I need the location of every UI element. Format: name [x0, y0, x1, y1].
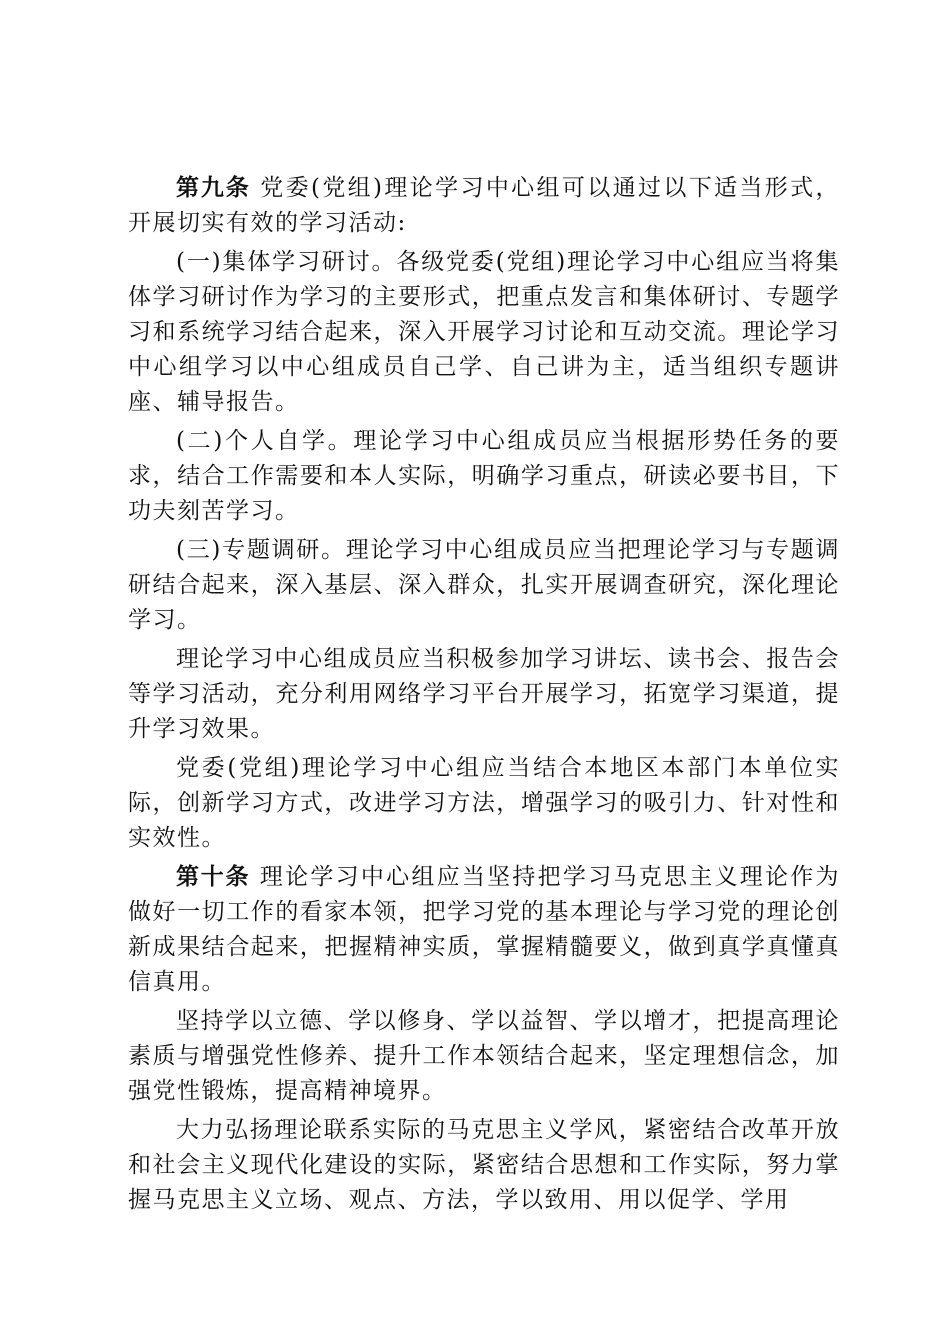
- paragraph-text: 大力弘扬理论联系实际的马克思主义学风，紧密结合改革开放和社会主义现代化建设的实际，紧密结合思想和工作实际，努力掌握马克思主义立场、观点、方法，学以致用、用以促学、学用: [128, 1117, 840, 1213]
- paragraph-text: (三)专题调研。理论学习中心组成员应当把理论学习与专题调研结合起来，深入基层、深入群众，扎实开展调查研究，深化理论学习。: [128, 537, 840, 633]
- document-body: [128, 171, 840, 1222]
- paragraph-virtue: [128, 1004, 840, 1109]
- paragraph-item-2: [128, 424, 840, 529]
- paragraph-learning-activities: [128, 642, 840, 747]
- paragraph-text: (二)个人自学。理论学习中心组成员应当根据形势任务的要求，结合工作需要和本人实际，明确学习重点，研读必要书目，下功夫刻苦学习。: [128, 428, 840, 524]
- paragraph-text: 理论学习中心组成员应当积极参加学习讲坛、读书会、报告会等学习活动，充分利用网络学习平台开展学习，拓宽学习渠道，提升学习效果。: [128, 646, 840, 742]
- paragraph-innovation: [128, 751, 840, 856]
- article-heading: 第九条: [176, 175, 251, 201]
- paragraph-text: 理论学习中心组应当坚持把学习马克思主义理论作为做好一切工作的看家本领，把学习党的基本理论与学习党的理论创新成果结合起来，把握精神实质，掌握精髓要义，做到真学真懂真信真用。: [128, 864, 841, 995]
- article-heading: 第十条: [176, 864, 251, 890]
- paragraph-text: 党委(党组)理论学习中心组应当结合本地区本部门本单位实际，创新学习方式，改进学习方法，增强学习的吸引力、针对性和实效性。: [128, 755, 840, 851]
- paragraph-style-of-study: [128, 1113, 840, 1218]
- paragraph-article-9: [128, 171, 840, 241]
- paragraph-article-10: [128, 860, 840, 1000]
- paragraph-item-1: [128, 245, 840, 420]
- paragraph-text: (一)集体学习研讨。各级党委(党组)理论学习中心组应当将集体学习研讨作为学习的主要形式，把重点发言和集体研讨、专题学习和系统学习结合起来，深入开展学习讨论和互动交流。理论学习中心组学习以中心组成员自己学、自己讲为主，适当组织专题讲座、辅导报告。: [128, 249, 840, 415]
- paragraph-text: 坚持学以立德、学以修身、学以益智、学以增才，把提高理论素质与增强党性修养、提升工作本领结合起来，坚定理想信念，加强党性锻炼，提高精神境界。: [128, 1008, 840, 1104]
- paragraph-text: 党委(党组)理论学习中心组可以通过以下适当形式，开展切实有效的学习活动:: [128, 175, 841, 236]
- paragraph-item-3: [128, 533, 840, 638]
